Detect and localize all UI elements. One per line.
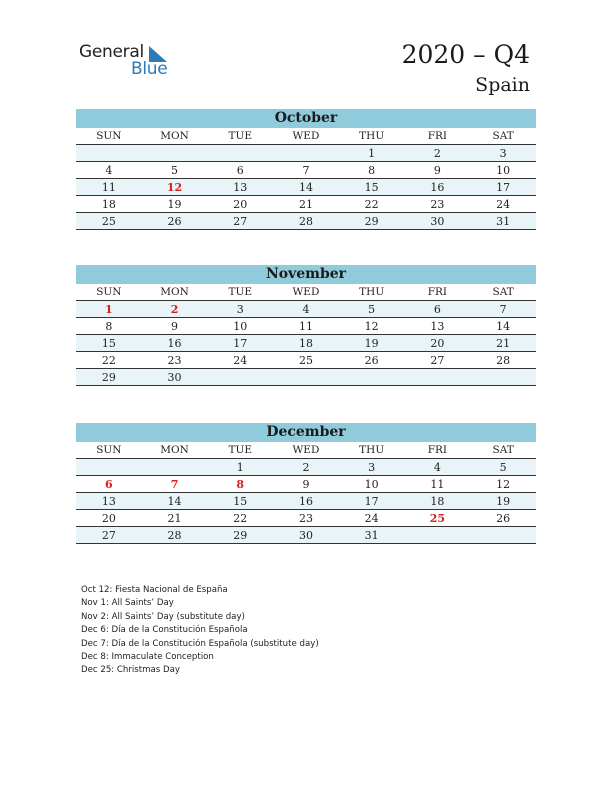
day-cell: 30	[273, 527, 339, 544]
empty-day-cell	[273, 145, 339, 162]
day-cell: 13	[405, 318, 471, 335]
day-cell: 6	[207, 162, 273, 179]
day-cell: 29	[339, 213, 405, 230]
day-cell: 3	[207, 301, 273, 318]
day-cell: 8	[207, 476, 273, 493]
week-row	[76, 318, 536, 335]
calendar-grid	[76, 128, 536, 230]
week-row	[76, 493, 536, 510]
day-cell: 27	[207, 213, 273, 230]
week-row	[76, 196, 536, 213]
weekday-label: THU	[339, 284, 405, 301]
day-cell: 4	[273, 301, 339, 318]
day-cell: 14	[142, 493, 208, 510]
week-row	[76, 145, 536, 162]
day-cell: 13	[207, 179, 273, 196]
day-cell: 22	[339, 196, 405, 213]
day-cell: 1	[207, 459, 273, 476]
month-november	[76, 265, 536, 386]
month-december	[76, 423, 536, 544]
day-cell: 12	[142, 179, 208, 196]
day-cell: 7	[273, 162, 339, 179]
day-cell: 15	[339, 179, 405, 196]
holiday-notes	[81, 584, 319, 678]
weekday-label: TUE	[207, 128, 273, 145]
day-cell: 4	[76, 162, 142, 179]
day-cell: 6	[76, 476, 142, 493]
day-cell: 19	[339, 335, 405, 352]
day-cell: 22	[76, 352, 142, 369]
day-cell: 18	[76, 196, 142, 213]
month-header: October	[76, 109, 536, 128]
day-cell: 11	[76, 179, 142, 196]
day-cell: 19	[470, 493, 536, 510]
week-row	[76, 510, 536, 527]
day-cell: 15	[207, 493, 273, 510]
day-cell: 23	[405, 196, 471, 213]
day-cell: 8	[76, 318, 142, 335]
day-cell: 31	[339, 527, 405, 544]
weekday-label: THU	[339, 128, 405, 145]
holiday-note: Dec 6: Día de la Constitución Española	[81, 625, 248, 636]
day-cell: 24	[339, 510, 405, 527]
country-name: Spain	[475, 74, 530, 96]
day-cell: 9	[142, 318, 208, 335]
page-title: 2020 – Q4	[401, 40, 530, 69]
day-cell: 9	[405, 162, 471, 179]
month-header: December	[76, 423, 536, 442]
week-row	[76, 459, 536, 476]
weekday-label: FRI	[405, 128, 471, 145]
day-cell: 12	[339, 318, 405, 335]
day-cell: 16	[142, 335, 208, 352]
weekday-label: THU	[339, 442, 405, 459]
day-cell: 9	[273, 476, 339, 493]
day-cell: 21	[273, 196, 339, 213]
weekday-label: FRI	[405, 442, 471, 459]
day-cell: 3	[470, 145, 536, 162]
day-cell: 18	[405, 493, 471, 510]
weekday-label: MON	[142, 442, 208, 459]
day-cell: 25	[405, 510, 471, 527]
week-row	[76, 213, 536, 230]
empty-day-cell	[142, 459, 208, 476]
day-cell: 25	[273, 352, 339, 369]
calendar-grid	[76, 442, 536, 544]
empty-day-cell	[207, 369, 273, 386]
day-cell: 7	[470, 301, 536, 318]
day-cell: 12	[470, 476, 536, 493]
holiday-note: Dec 25: Christmas Day	[81, 665, 180, 676]
empty-day-cell	[76, 145, 142, 162]
logo-text-blue: Blue	[131, 59, 168, 79]
weekday-label: WED	[273, 284, 339, 301]
day-cell: 27	[405, 352, 471, 369]
day-cell: 23	[273, 510, 339, 527]
holiday-note: Oct 12: Fiesta Nacional de España	[81, 585, 228, 595]
day-cell: 22	[207, 510, 273, 527]
month-october	[76, 109, 536, 230]
day-cell: 17	[207, 335, 273, 352]
week-row	[76, 179, 536, 196]
day-cell: 16	[273, 493, 339, 510]
day-cell: 1	[76, 301, 142, 318]
day-cell: 28	[470, 352, 536, 369]
week-row	[76, 352, 536, 369]
day-cell: 20	[405, 335, 471, 352]
day-cell: 2	[273, 459, 339, 476]
weekday-label: WED	[273, 128, 339, 145]
day-cell: 18	[273, 335, 339, 352]
day-cell: 19	[142, 196, 208, 213]
day-cell: 3	[339, 459, 405, 476]
week-row	[76, 527, 536, 544]
weekday-label: MON	[142, 128, 208, 145]
week-row	[76, 335, 536, 352]
day-cell: 10	[470, 162, 536, 179]
weekday-label: WED	[273, 442, 339, 459]
day-cell: 26	[470, 510, 536, 527]
day-cell: 26	[142, 213, 208, 230]
empty-day-cell	[76, 459, 142, 476]
day-cell: 7	[142, 476, 208, 493]
day-cell: 24	[207, 352, 273, 369]
day-cell: 11	[405, 476, 471, 493]
logo-text-general: General	[79, 42, 144, 62]
day-cell: 6	[405, 301, 471, 318]
weekday-label: TUE	[207, 442, 273, 459]
week-row	[76, 369, 536, 386]
day-cell: 13	[76, 493, 142, 510]
day-cell: 30	[405, 213, 471, 230]
day-cell: 8	[339, 162, 405, 179]
day-cell: 14	[470, 318, 536, 335]
day-cell: 28	[142, 527, 208, 544]
day-cell: 21	[142, 510, 208, 527]
holiday-note: Nov 1: All Saints’ Day	[81, 598, 174, 609]
day-cell: 17	[470, 179, 536, 196]
empty-day-cell	[470, 369, 536, 386]
week-row	[76, 301, 536, 318]
month-header: November	[76, 265, 536, 284]
weekday-label: SAT	[470, 128, 536, 145]
weekday-label: SAT	[470, 442, 536, 459]
day-cell: 10	[207, 318, 273, 335]
day-cell: 10	[339, 476, 405, 493]
day-cell: 4	[405, 459, 471, 476]
weekday-label: SUN	[76, 284, 142, 301]
day-cell: 25	[76, 213, 142, 230]
weekday-label: MON	[142, 284, 208, 301]
day-cell: 27	[76, 527, 142, 544]
day-cell: 20	[76, 510, 142, 527]
holiday-note: Dec 7: Día de la Constitución Española (substitute day)	[81, 638, 319, 649]
day-cell: 21	[470, 335, 536, 352]
day-cell: 29	[76, 369, 142, 386]
day-cell: 23	[142, 352, 208, 369]
empty-day-cell	[470, 527, 536, 544]
day-cell: 15	[76, 335, 142, 352]
day-cell: 14	[273, 179, 339, 196]
day-cell: 24	[470, 196, 536, 213]
day-cell: 5	[470, 459, 536, 476]
empty-day-cell	[273, 369, 339, 386]
day-cell: 2	[405, 145, 471, 162]
holiday-note: Nov 2: All Saints’ Day (substitute day)	[81, 611, 245, 622]
weekday-label: SUN	[76, 128, 142, 145]
calendar-grid	[76, 284, 536, 386]
day-cell: 11	[273, 318, 339, 335]
day-cell: 5	[339, 301, 405, 318]
empty-day-cell	[405, 369, 471, 386]
day-cell: 2	[142, 301, 208, 318]
day-cell: 20	[207, 196, 273, 213]
weekday-label: SAT	[470, 284, 536, 301]
day-cell: 17	[339, 493, 405, 510]
weekday-label: SUN	[76, 442, 142, 459]
holiday-note: Dec 8: Immaculate Conception	[81, 652, 214, 663]
day-cell: 31	[470, 213, 536, 230]
empty-day-cell	[207, 145, 273, 162]
day-cell: 28	[273, 213, 339, 230]
weekday-label: FRI	[405, 284, 471, 301]
generalblue-logo	[79, 42, 179, 82]
day-cell: 1	[339, 145, 405, 162]
day-cell: 26	[339, 352, 405, 369]
day-cell: 30	[142, 369, 208, 386]
day-cell: 29	[207, 527, 273, 544]
day-cell: 16	[405, 179, 471, 196]
empty-day-cell	[339, 369, 405, 386]
day-cell: 5	[142, 162, 208, 179]
empty-day-cell	[405, 527, 471, 544]
week-row	[76, 162, 536, 179]
week-row	[76, 476, 536, 493]
weekday-label: TUE	[207, 284, 273, 301]
empty-day-cell	[142, 145, 208, 162]
